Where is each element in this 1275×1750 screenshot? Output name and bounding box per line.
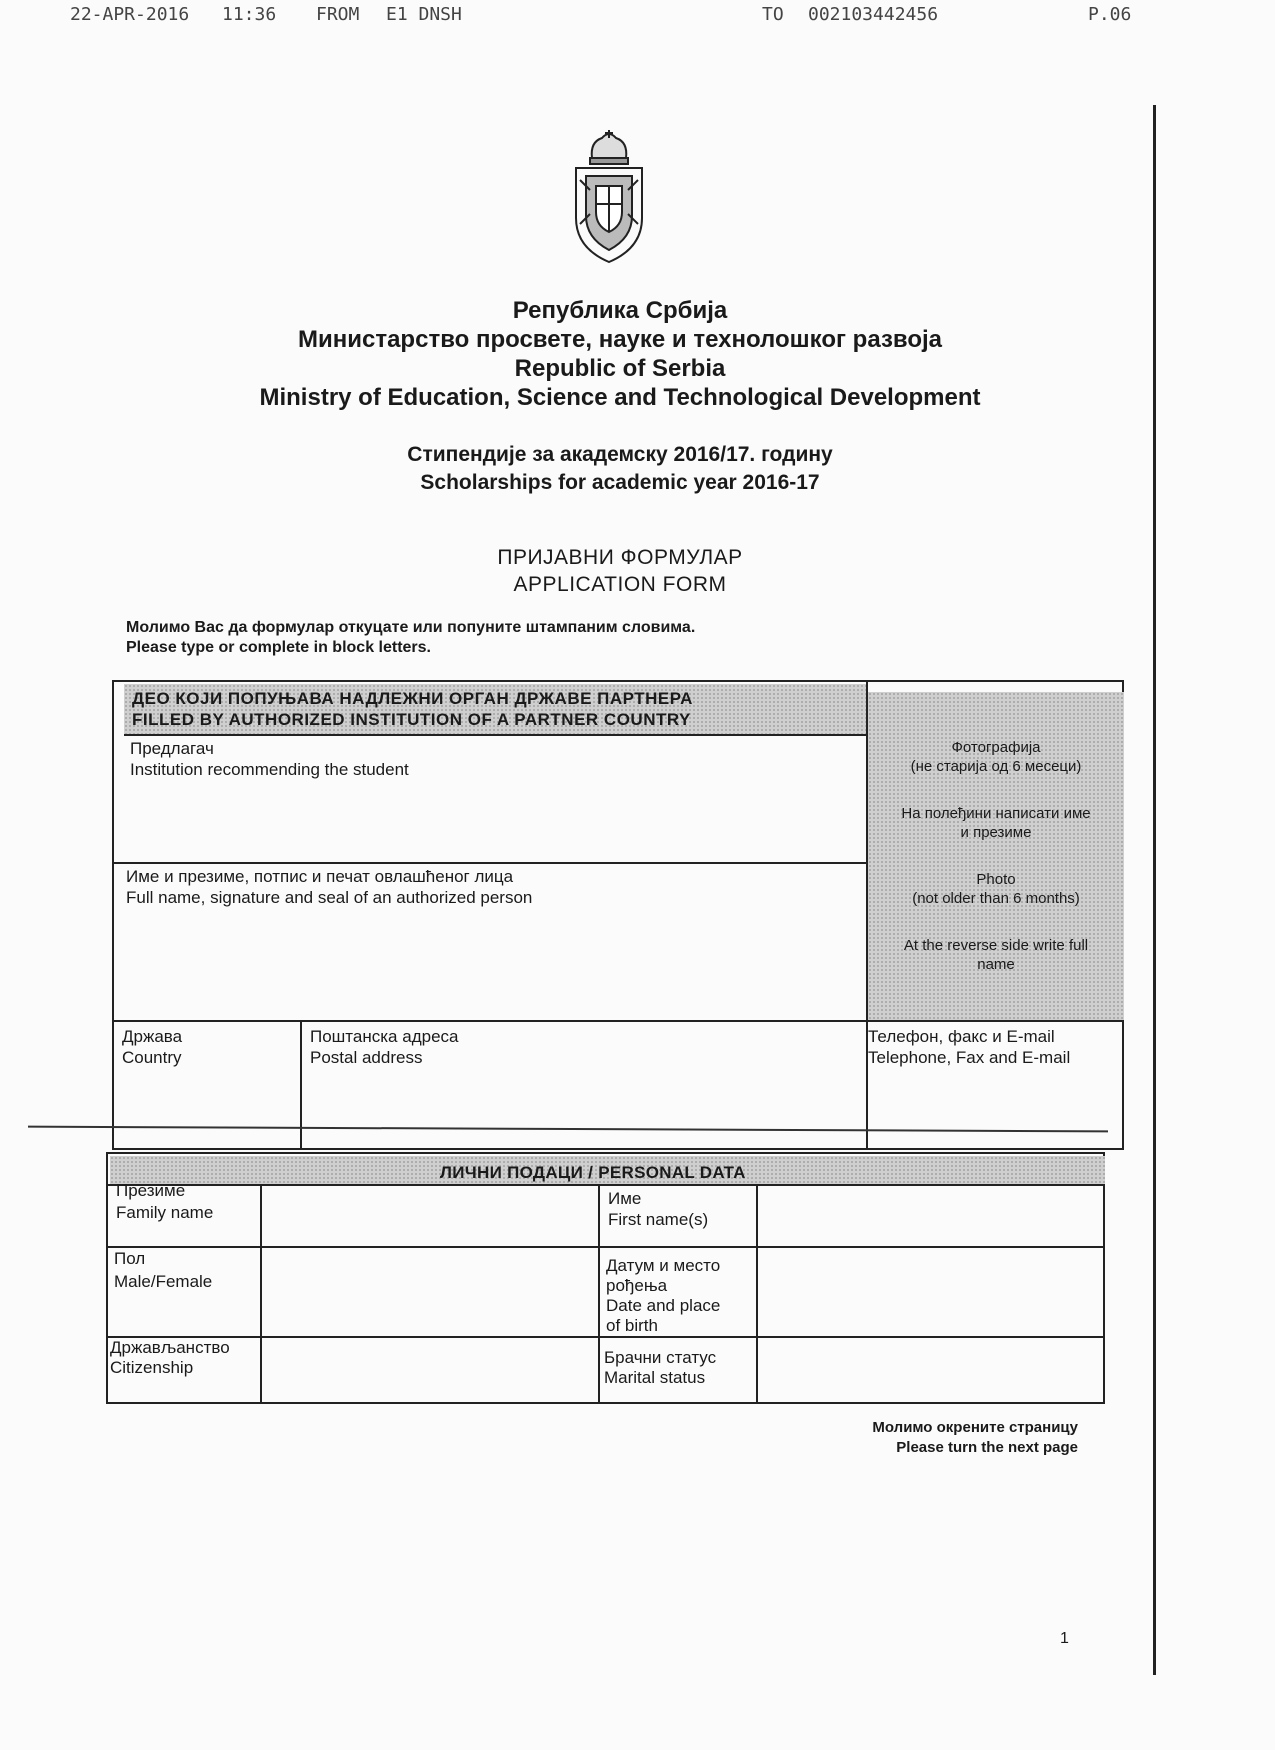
contact-label-en: Telephone, Fax and E-mail: [868, 1048, 1071, 1067]
photo-age-en: (not older than 6 months): [912, 890, 1080, 907]
fax-from-id: E1 DNSH: [386, 4, 462, 25]
fax-header: [70, 4, 1140, 34]
partner-header-sr: ДЕО КОЈИ ПОПУЊАВА НАДЛЕЖНИ ОРГАН ДРЖАВЕ ПАРТНЕРА: [132, 689, 693, 708]
turn-page-sr: Молимо окрените страницу: [872, 1419, 1078, 1436]
turn-page-en: Please turn the next page: [896, 1439, 1078, 1456]
fax-time: 11:36: [222, 4, 277, 25]
scholarship-title: [0, 441, 1240, 497]
marital-status-input[interactable]: [758, 1338, 1103, 1402]
postal-label-sr: Поштанска адреса: [310, 1027, 459, 1046]
scholarship-en: Scholarships for academic year 2016-17: [420, 471, 820, 494]
form-title: [0, 544, 1240, 598]
photo-reverse-sr-2: и презиме: [960, 824, 1032, 841]
country-label-sr: Држава: [122, 1027, 183, 1046]
divider: [598, 1184, 600, 1402]
sex-label: Пол Male/Female: [114, 1249, 213, 1291]
country-sr: Република Србија: [512, 297, 728, 324]
country-label-en: Country: [122, 1048, 182, 1067]
ministry-en: Ministry of Education, Science and Technological Development: [259, 384, 981, 411]
photo-reverse-en-2: name: [977, 956, 1015, 973]
contact-label-sr: Телефон, факс и E-mail: [868, 1027, 1055, 1046]
form-title-en: APPLICATION FORM: [513, 573, 727, 596]
fax-from-label: FROM: [316, 4, 360, 25]
partner-section-header: [124, 684, 868, 736]
personal-data-header: [110, 1156, 1105, 1184]
instructions-sr: Молимо Вас да формулар откуцате или попуните штампаним словима.: [126, 619, 696, 636]
instructions-en: Please type or complete in block letters.: [126, 639, 431, 656]
family-name-input[interactable]: [262, 1186, 598, 1246]
sex-input[interactable]: [262, 1248, 598, 1336]
recommender-label-sr: Предлагач: [130, 739, 214, 758]
first-name-input[interactable]: [758, 1186, 1103, 1246]
photo-reverse-en-1: At the reverse side write full: [903, 937, 1089, 954]
partner-header-en: FILLED BY AUTHORIZED INSTITUTION OF A PARTNER COUNTRY: [132, 710, 691, 729]
ministry-sr: Министарство просвете, науке и технолошког развоја: [297, 326, 942, 353]
country-field[interactable]: [114, 1022, 300, 1148]
fax-page: P.06: [1088, 4, 1132, 25]
citizenship-input[interactable]: [262, 1338, 598, 1402]
photo-box[interactable]: [868, 692, 1124, 1022]
authorized-label-sr: Име и презиме, потпис и печат овлашћеног лица: [126, 867, 514, 886]
photo-title-sr: Фотографија: [951, 739, 1041, 756]
personal-data-title: ЛИЧНИ ПОДАЦИ / PERSONAL DATA: [440, 1163, 746, 1182]
first-name-label: Име First name(s): [608, 1189, 709, 1229]
fax-to-number: 002103442456: [808, 4, 939, 25]
scholarship-sr: Стипендије за академску 2016/17. годину: [407, 443, 833, 466]
postal-label-en: Postal address: [310, 1048, 423, 1067]
page-number: 1: [1060, 1630, 1069, 1647]
photo-title-en: Photo: [976, 871, 1016, 888]
photo-reverse-sr-1: На полеђини написати име: [901, 805, 1091, 822]
ministry-title: [0, 296, 1240, 412]
date-place-of-birth-label: Датум и место рођења Date and place of birth: [606, 1256, 721, 1335]
country-en: Republic of Serbia: [514, 355, 726, 382]
turn-page-note: [780, 1418, 1078, 1458]
photo-age-sr: (не старија од 6 месеци): [910, 758, 1082, 775]
serbia-coat-of-arms-icon: [572, 128, 646, 266]
form-title-sr: ПРИЈАВНИ ФОРМУЛАР: [497, 546, 743, 569]
family-name-label: Презиме Family name: [116, 1181, 214, 1222]
instructions: [126, 618, 695, 658]
recommender-label-en: Institution recommending the student: [130, 760, 409, 779]
marital-status-label: Брачни статус Marital status: [604, 1348, 717, 1387]
date-place-of-birth-input[interactable]: [758, 1248, 1103, 1336]
citizenship-label: Држављанство Citizenship: [110, 1338, 230, 1377]
recommender-field[interactable]: [114, 736, 866, 862]
fax-date: 22-APR-2016: [70, 4, 190, 25]
authorized-person-field[interactable]: [114, 864, 866, 1018]
fax-to-label: TO: [762, 4, 784, 25]
authorized-label-en: Full name, signature and seal of an authorized person: [126, 888, 533, 907]
